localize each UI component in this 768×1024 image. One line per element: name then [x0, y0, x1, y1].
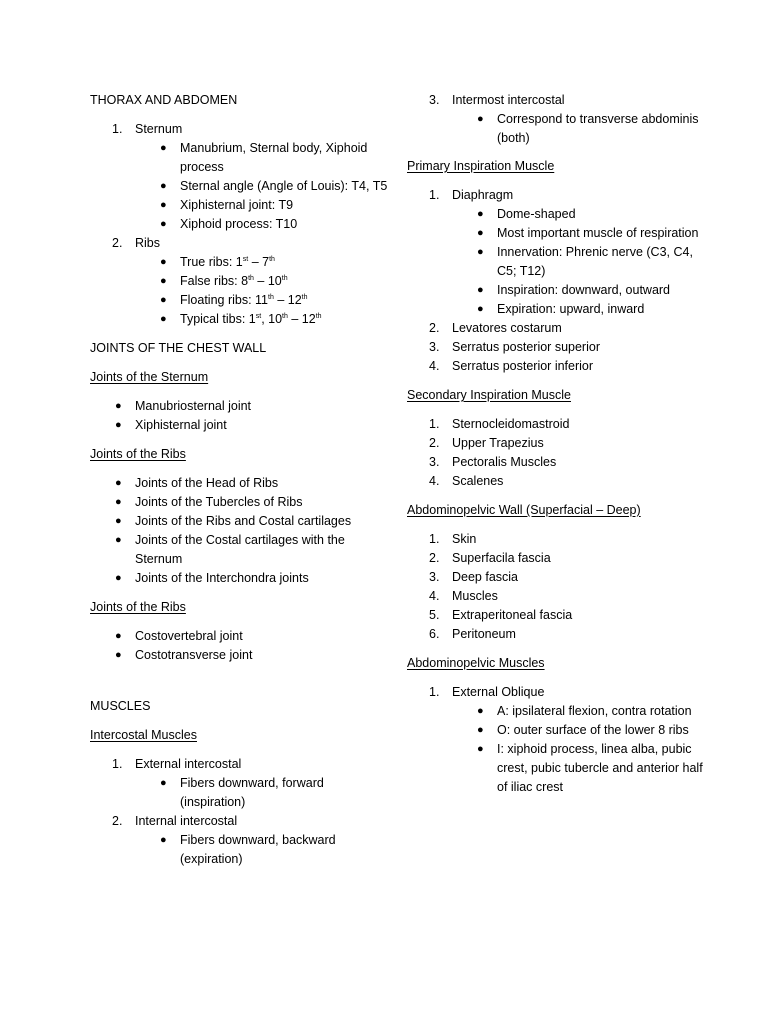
sub-item: ● Most important muscle of respiration [477, 226, 699, 240]
right-column [407, 91, 707, 797]
sub-item: ● A: ipsilateral flexion, contra rotation [477, 704, 692, 718]
list-item: 1. External Oblique [429, 685, 545, 699]
bullet-item: ● Joints of the Interchondra joints [115, 571, 309, 585]
subheading-abdominopelvic-wall: Abdominopelvic Wall (Superfacial – Deep) [407, 503, 641, 517]
list-item: 1. Sternocleidomastroid [429, 417, 570, 431]
bullet-item: ● Joints of the Costal cartilages with the Sternum [115, 533, 345, 566]
bullet-item: ● Manubriosternal joint [115, 399, 252, 413]
list-item: 2. Upper Trapezius [429, 436, 544, 450]
list-item: 2. Superfacila fascia [429, 551, 551, 565]
list-item: 4. Muscles [429, 589, 498, 603]
bullet-item: ● Xiphisternal joint [115, 418, 227, 432]
list-item: 3. Serratus posterior superior [429, 340, 600, 354]
sub-item-typical-ribs: ● Typical tibs: 1st, 10th – 12th [160, 312, 322, 326]
sub-item: ● Xiphisternal joint: T9 [160, 198, 294, 212]
subheading-intercostal: Intercostal Muscles [90, 728, 197, 742]
subheading-abdominopelvic-muscles: Abdominopelvic Muscles [407, 656, 545, 670]
list-item: 2. Levatores costarum [429, 321, 562, 335]
sub-item: ● I: xiphoid process, linea alba, pubic crest, pubic tubercle and anterior half of iliac crest [477, 742, 703, 794]
list-item: 2. Internal intercostal [112, 814, 238, 828]
bullet-item: ● Joints of the Head of Ribs [115, 476, 279, 490]
list-item: 3. Pectoralis Muscles [429, 455, 557, 469]
list-item: 3. Intermost intercostal [429, 93, 565, 107]
sub-item: ● Dome-shaped [477, 207, 576, 221]
list-item: 1. Diaphragm [429, 188, 514, 202]
list-item: 4. Scalenes [429, 474, 504, 488]
sub-item: ● Correspond to transverse abdominis (both) [477, 112, 699, 145]
sub-item: ● Sternal angle (Angle of Louis): T4, T5 [160, 179, 388, 193]
sub-item: ● Xiphoid process: T10 [160, 217, 298, 231]
sub-item: ● Expiration: upward, inward [477, 302, 645, 316]
sub-item-false-ribs: ● False ribs: 8th – 10th [160, 274, 288, 288]
sub-item: ● Fibers downward, forward (inspiration) [160, 776, 324, 809]
list-item: 1. Skin [429, 532, 477, 546]
list-item: 5. Extraperitoneal fascia [429, 608, 573, 622]
bullet-item: ● Joints of the Tubercles of Ribs [115, 495, 303, 509]
subheading-secondary-inspiration: Secondary Inspiration Muscle [407, 388, 571, 402]
sub-item: ● Innervation: Phrenic nerve (C3, C4, C5; T12) [477, 245, 693, 278]
list-item: 3. Deep fascia [429, 570, 519, 584]
list-item-sternum: 1. Sternum [112, 122, 183, 136]
left-column [90, 91, 390, 869]
list-item: 6. Peritoneum [429, 627, 516, 641]
subheading-joints-ribs: Joints of the Ribs [90, 447, 186, 461]
sub-item-floating-ribs: ● Floating ribs: 11th – 12th [160, 293, 308, 307]
sub-item: ● Inspiration: downward, outward [477, 283, 671, 297]
bullet-item: ● Joints of the Ribs and Costal cartilages [115, 514, 352, 528]
sub-item: ● Manubrium, Sternal body, Xiphoid process [160, 141, 368, 174]
section-heading-muscles: MUSCLES [90, 699, 151, 713]
document-title: THORAX AND ABDOMEN [90, 93, 238, 107]
section-heading-joints: JOINTS OF THE CHEST WALL [90, 341, 267, 355]
subheading-joints-ribs-2: Joints of the Ribs [90, 600, 186, 614]
list-item: 1. External intercostal [112, 757, 242, 771]
bullet-item: ● Costotransverse joint [115, 648, 253, 662]
sub-item: ● O: outer surface of the lower 8 ribs [477, 723, 689, 737]
list-item: 4. Serratus posterior inferior [429, 359, 594, 373]
list-item-ribs: 2. Ribs [112, 236, 161, 250]
subheading-primary-inspiration: Primary Inspiration Muscle [407, 159, 555, 173]
bullet-item: ● Costovertebral joint [115, 629, 243, 643]
sub-item-true-ribs: ● True ribs: 1st – 7th [160, 255, 275, 269]
sub-item: ● Fibers downward, backward (expiration) [160, 833, 336, 866]
subheading-joints-sternum: Joints of the Sternum [90, 370, 209, 384]
